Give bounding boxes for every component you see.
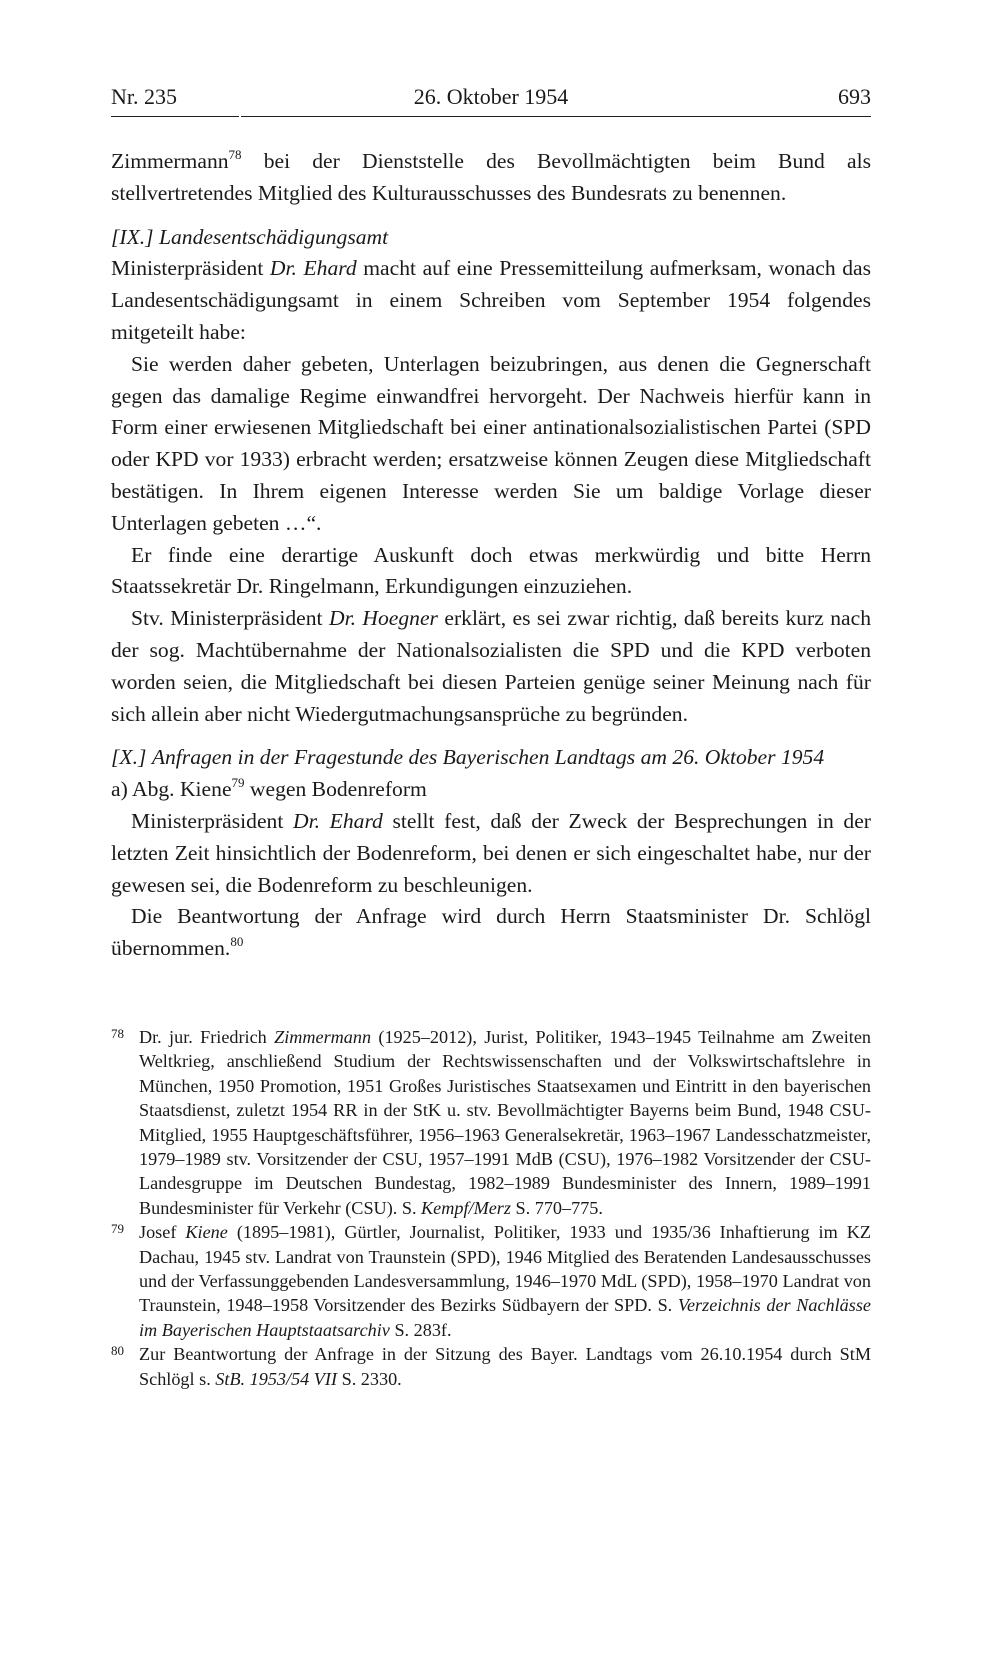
document-page <box>111 80 871 1391</box>
footnotes <box>111 1025 871 1391</box>
section-number: [IX.] <box>111 224 154 249</box>
quoted-paragraph: Sie werden daher gebeten, Unterlagen beizubringen, aus denen die Gegnerschaft gegen das damalige Regime einwandfrei hervorgeht. Der Nachweis hierfür kann in Form einer erwiesenen Mitgliedschaft bei einer antinationalsozialistischen Partei (SPD oder KPD vor 1933) erbracht werden; ersatzweise können Zeugen diese Mitgliedschaft bestätigen. In Ihrem eigenen Interesse werden Sie um baldige Vorlage dieser Unterlagen gebeten …“. <box>111 351 871 535</box>
footnote-number: 80 <box>111 1343 124 1359</box>
person-name: Dr. Ehard <box>293 808 383 833</box>
page-number: 693 <box>838 84 871 109</box>
footnote-ref-78[interactable]: 78 <box>228 147 242 162</box>
section-title: Anfragen in der Fragestunde des Bayerischen Landtags am 26. Oktober 1954 <box>151 745 825 770</box>
footnote-number: 78 <box>111 1025 124 1041</box>
paragraph: Stv. Ministerpräsident Dr. Hoegner erklärt, es sei zwar richtig, daß bereits kurz nach der sog. Machtübernahme der Nationalsozialisten die SPD und die KPD verboten worden seien, die Mitgliedschaft bei diesen Parteien genüge seiner Meinung nach für sich allein aber nicht Wiedergutmachungsansprüche zu begründen. <box>111 606 871 726</box>
header-rule <box>111 116 871 117</box>
section-title: Landesentschädigungsamt <box>159 224 389 249</box>
footnote-79: 79 Josef Kiene (1895–1981), Gürtler, Journalist, Politiker, 1933 und 1935/36 Inhaftierung im KZ Dachau, 1945 stv. Landrat von Traunstein (SPD), 1946 Mitglied des Beratenden Landesausschusses und der Verfassunggebenden Landesversammlung, 1946–1970 MdL (SPD), 1958–1970 Landrat von Traunstein, 1948–1958 Vorsitzender des Bezirks Südbayern der SPD. S. Verzeichnis der Nachlässe im Bayerischen Hauptstaatsarchiv S. 283f. <box>111 1220 871 1342</box>
subsection-heading: a) Abg. Kiene$^{79}$ wegen Bodenreform <box>111 775 427 802</box>
person-name: Kiene <box>185 1222 228 1243</box>
section-number: [X.] <box>111 745 147 770</box>
footnote-78: 78 Dr. jur. Friedrich Zimmermann (1925–2012), Jurist, Politiker, 1943–1945 Teilnahme am Zweiten Weltkrieg, anschließend Studium der Rechtswissenschaften und der Volkswirtschaftslehre in München, 1950 Promotion, 1951 Großes Juristisches Staatsexamen und Eintritt in den bayerischen Staatsdienst, zuletzt 1954 RR in der StK u. stv. Bevollmächtigter Bayerns beim Bund, 1948 CSU-Mitglied, 1955 Hauptgeschäftsführer, 1956–1963 Generalsekretär, 1963–1967 Landesschatzmeister, 1979–1989 stv. Vorsitzender der CSU, 1957–1991 MdB (CSU), 1976–1982 Vorsitzender der CSU-Landesgruppe im Deutschen Bundestag, 1982–1989 Bundesminister des Innern, 1989–1991 Bundesminister für Verkehr (CSU). S. Kempf/Merz S. 770–775. <box>111 1025 871 1220</box>
paragraph: Ministerpräsident Dr. Ehard macht auf eine Pressemitteilung aufmerksam, wonach das Landesentschädigungsamt in einem Schreiben vom September 1954 folgendes mitgeteilt habe: <box>111 256 871 344</box>
footnote-number: 79 <box>111 1221 124 1237</box>
section-heading-x <box>111 742 871 774</box>
source-title: StB. 1953/54 VII <box>215 1368 338 1389</box>
running-head <box>111 80 871 114</box>
section-heading-ix <box>111 222 871 254</box>
source-title: Verzeichnis der Nachlässe im Bayerischen Hauptstaatsarchiv <box>139 1295 871 1340</box>
main-text <box>111 146 871 965</box>
person-name: Zimmermann <box>274 1026 372 1047</box>
document-number: Nr. 235 <box>111 84 177 109</box>
paragraph: Ministerpräsident Dr. Ehard stellt fest, daß der Zweck der Besprechungen in der letzten Zeit hinsichtlich der Bodenreform, bei denen er sich eingeschaltet habe, nur der gewesen sei, die Bodenreform zu beschleunigen. <box>111 808 871 897</box>
paragraph: Er finde eine derartige Auskunft doch etwas merkwürdig und bitte Herrn Staatssekretär Dr. Ringelmann, Erkundigungen einzuziehen. <box>111 542 871 599</box>
person-name: Dr. Ehard <box>269 256 357 281</box>
person-name: Dr. Hoegner <box>328 606 438 631</box>
footnote-ref-80[interactable]: 80 <box>230 934 244 950</box>
paragraph: Zimmermann$^{78}$ bei der Dienststelle des Bevollmächtigten beim Bund als stellvertretendes Mitglied des Kulturausschusses des Bundesrats zu benennen. <box>111 147 871 205</box>
footnote-ref-79[interactable]: 79 <box>231 775 245 791</box>
paragraph: Die Beantwortung der Anfrage wird durch Herrn Staatsminister Dr. Schlögl übernommen.$^{80}$ <box>111 904 871 961</box>
source-title: Kempf/Merz <box>421 1197 511 1218</box>
header-date: 26. Oktober 1954 <box>413 84 569 109</box>
footnote-80: 80 Zur Beantwortung der Anfrage in der Sitzung des Bayer. Landtags vom 26.10.1954 durch StM Schlögl s. StB. 1953/54 VII S. 2330. <box>111 1342 871 1391</box>
